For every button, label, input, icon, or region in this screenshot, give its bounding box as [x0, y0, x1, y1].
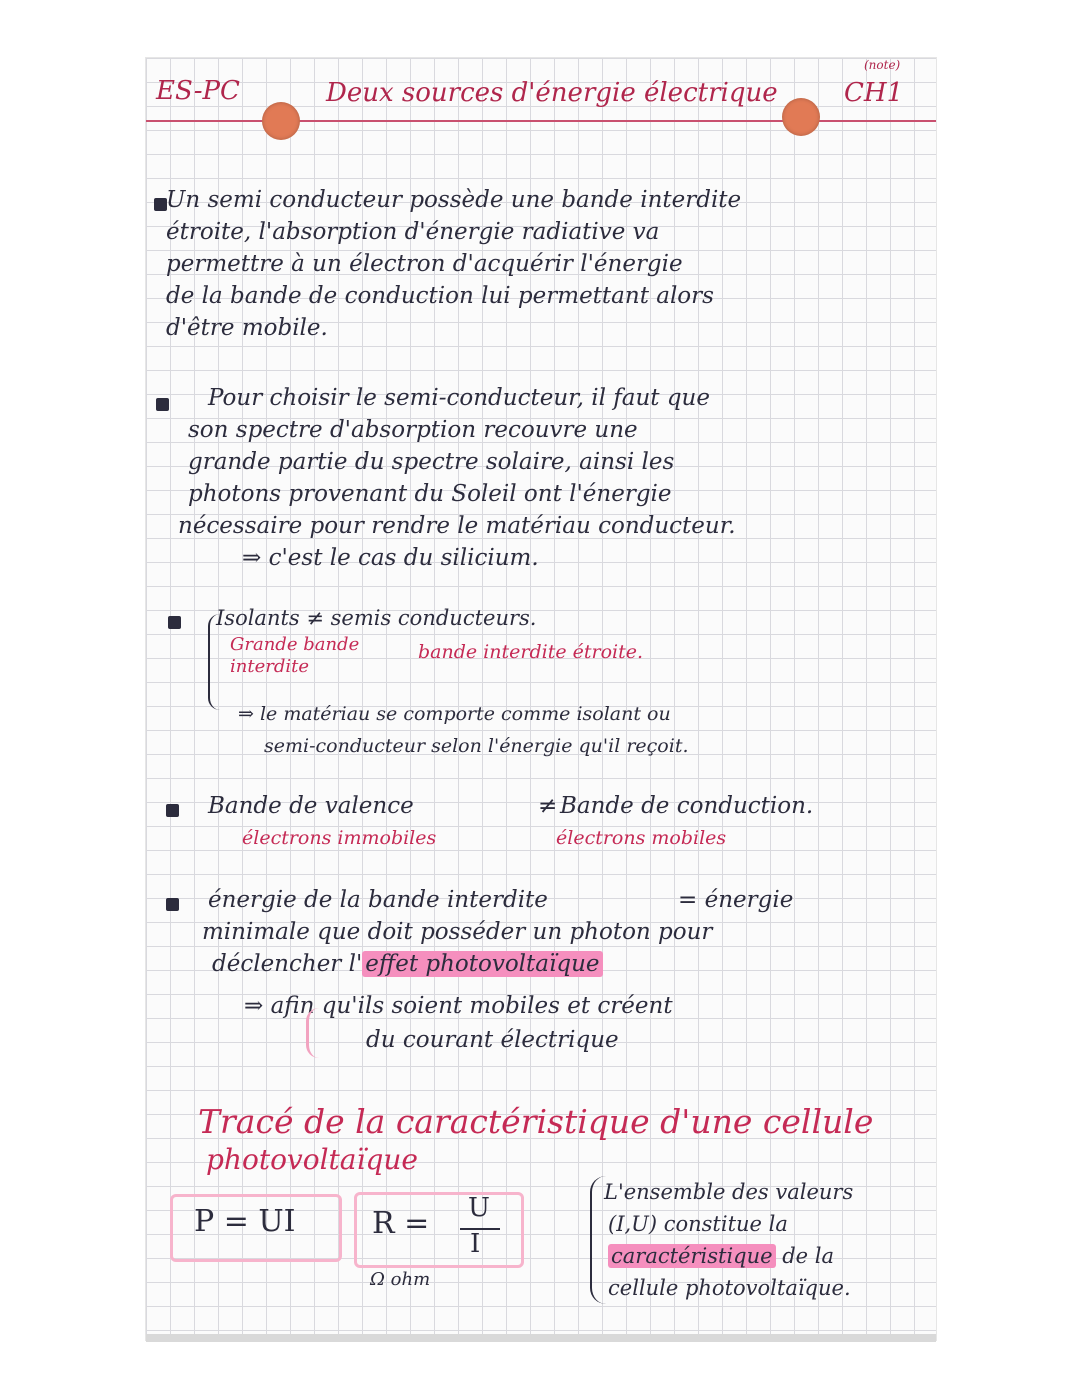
para2-line5: nécessaire pour rendre le matériau conducteur. [178, 513, 736, 539]
formula-resistance-lhs: R = [372, 1206, 430, 1241]
conduction-electrons: électrons mobiles [556, 827, 727, 849]
para2-line3: grande partie du spectre solaire, ainsi les [188, 449, 675, 475]
page-bottom-edge [146, 1334, 936, 1342]
valence-band: Bande de valence [208, 793, 414, 819]
binder-hole-left [262, 102, 300, 140]
bullet [166, 898, 179, 911]
resistance-unit: Ω ohm [370, 1269, 431, 1290]
note-line2: (I,U) constitue la [608, 1212, 788, 1236]
brace [306, 1008, 319, 1058]
bullet [156, 398, 169, 411]
para2-line1: Pour choisir le semi-conducteur, il faut que [208, 385, 710, 411]
conduction-band: Bande de conduction. [560, 793, 814, 819]
bandgap-line5: du courant électrique [366, 1027, 619, 1053]
notebook-page [146, 58, 936, 1340]
formula-power: P = UI [194, 1204, 296, 1239]
para1-line1: Un semi conducteur possède une bande interdite [166, 187, 742, 213]
subject-label: ES-PC [156, 76, 240, 106]
effet-highlight: effet photovoltaïque [362, 951, 602, 977]
note-line3: caractéristique de la [608, 1240, 834, 1272]
para1-line4: de la bande de conduction lui permettant alors [166, 283, 714, 309]
brace [208, 614, 220, 710]
semis-note: bande interdite étroite. [418, 641, 644, 663]
note-line4: cellule photovoltaïque. [608, 1276, 851, 1300]
note-line1: L'ensemble des valeurs [604, 1180, 854, 1204]
bandgap-line1b: = énergie [678, 887, 794, 913]
isolants-arrow-line2: semi-conducteur selon l'énergie qu'il reçoit. [264, 735, 689, 757]
formula-resistance-num: U [468, 1193, 490, 1223]
section-title-line1: Tracé de la caractéristique d'une cellule [198, 1102, 874, 1141]
para2-line2: son spectre d'absorption recouvre une [188, 417, 638, 443]
isolants-note: Grande bande interdite [230, 634, 360, 677]
para1-line2: étroite, l'absorption d'énergie radiative va [166, 219, 660, 245]
para2-conclusion: ⇒ c'est le cas du silicium. [242, 545, 539, 571]
valence-electrons: électrons immobiles [242, 827, 437, 849]
formula-resistance-den: I [470, 1229, 481, 1259]
bandgap-line1a: énergie de la bande interdite [208, 887, 548, 913]
chapter-mark: (note) [864, 58, 901, 72]
caracteristique-highlight: caractéristique [608, 1244, 776, 1268]
para2-line4: photons provenant du Soleil ont l'énergie [188, 481, 672, 507]
chapter-label: CH1 [844, 78, 904, 108]
neq-sign: ≠ [538, 793, 558, 819]
bullet [166, 804, 179, 817]
binder-hole-right [782, 98, 820, 136]
para1-line5: d'être mobile. [166, 315, 328, 341]
bullet [168, 616, 181, 629]
bandgap-line4: ⇒ afin qu'ils soient mobiles et créent [244, 993, 673, 1019]
section-title-line2: photovoltaïque [206, 1143, 418, 1176]
para1-line3: permettre à un électron d'acquérir l'énergie [166, 251, 683, 277]
isolants-heading: Isolants ≠ semis conducteurs. [216, 606, 537, 630]
page-title: Deux sources d'énergie électrique [326, 78, 778, 108]
bandgap-line2: minimale que doit posséder un photon pour [202, 919, 713, 945]
bandgap-line3: déclencher l' effet photovoltaïque [212, 948, 603, 980]
isolants-arrow-line1: ⇒ le matériau se comporte comme isolant ou [238, 703, 671, 725]
